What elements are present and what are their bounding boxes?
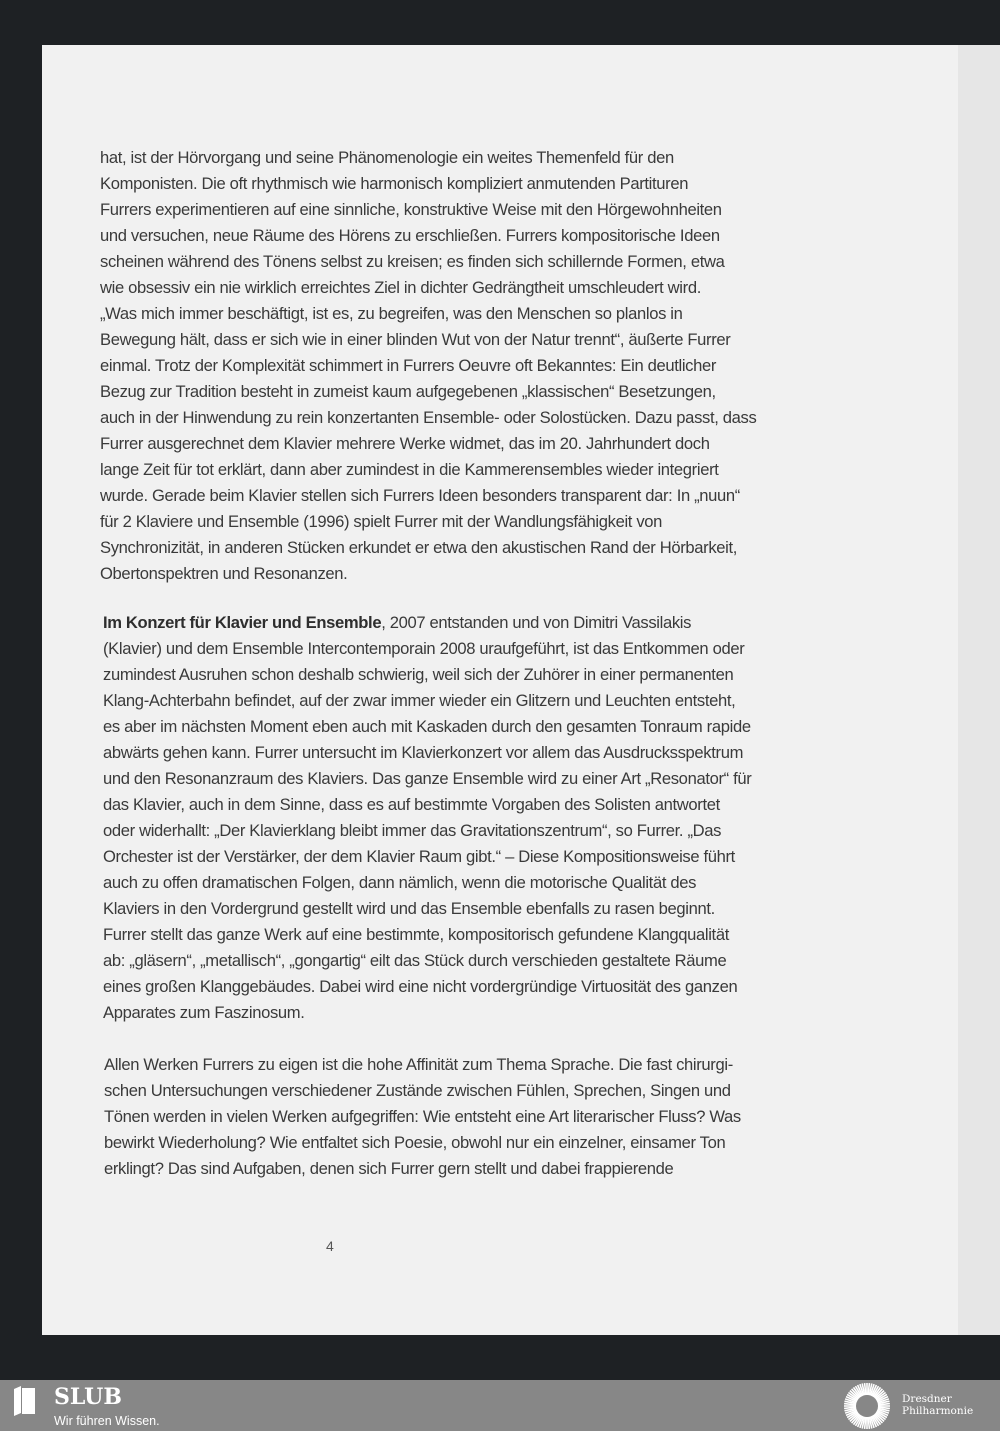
text-line: Orchester ist der Verstärker, der dem Klavier Raum gibt.“ – Diese Kompositionsweise führt [103,847,735,866]
text-line: bewirkt Wiederholung? Wie entfaltet sich Poesie, obwohl nur ein einzelner, einsamer Ton [104,1133,726,1152]
philharmonie-sunburst-icon [842,1382,892,1430]
text-line: Bezug zur Tradition besteht in zumeist kaum aufgegebenen „klassischen“ Besetzungen, [100,382,716,401]
paragraph-1 [100,145,756,587]
text-line: Obertonspektren und Resonanzen. [100,564,348,583]
text-line: Apparates zum Faszinosum. [103,1003,305,1022]
text-line: Klang-Achterbahn befindet, auf der zwar immer wieder ein Glitzern und Leuchten entsteht, [103,691,736,710]
page-number: 4 [326,1238,334,1254]
text-line: für 2 Klaviere und Ensemble (1996) spielt Furrer mit der Wandlungsfähigkeit von [100,512,663,531]
slub-book-icon [12,1386,36,1416]
text-line: wie obsessiv ein nie wirklich erreichtes Ziel in dichter Gedrängtheit umschleudert wird. [100,278,701,297]
text-line: Bewegung hält, dass er sich wie in einer blinden Wut von der Natur trennt“, äußerte Furrer [100,330,731,349]
text-line: und den Resonanzraum des Klaviers. Das ganze Ensemble wird zu einer Art „Resonator“ für [103,769,752,788]
text-line: scheinen während des Tönens selbst zu kreisen; es finden sich schillernde Formen, etwa [100,252,725,271]
text-line: einmal. Trotz der Komplexität schimmert in Furrers Oeuvre oft Bekanntes: Ein deutlicher [100,356,717,375]
text-line [103,610,751,636]
text-line: Klaviers in den Vordergrund gestellt wird und das Ensemble ebenfalls zu rasen beginnt. [103,899,715,918]
text-line: auch zu offen dramatischen Folgen, dann nämlich, wenn die motorische Qualität des [103,873,697,892]
text-line: wurde. Gerade beim Klavier stellen sich Furrers Ideen besonders transparent dar: In „nuun“ [100,486,740,505]
slub-logo-text: SLUB [54,1384,122,1410]
slub-tagline: Wir führen Wissen. [54,1414,160,1428]
text-line: ab: „gläsern“, „metallisch“, „gongartig“ eilt das Stück durch verschieden gestaltete Räume [103,951,727,970]
text-line: eines großen Klanggebäudes. Dabei wird eine nicht vordergründige Virtuosität des ganzen [103,977,738,996]
paragraph-3 [104,1052,741,1182]
text-line: Komponisten. Die oft rhythmisch wie harmonisch kompliziert anmutenden Partituren [100,174,689,193]
text-line: Allen Werken Furrers zu eigen ist die hohe Affinität zum Thema Sprache. Die fast chirurgi- [104,1055,733,1074]
text-line: auch in der Hinwendung zu rein konzertanten Ensemble- oder Solostücken. Dazu passt, dass [100,408,757,427]
text-line: erklingt? Das sind Aufgaben, denen sich Furrer gern stellt und dabei frappierende [104,1159,674,1178]
text-line: lange Zeit für tot erklärt, dann aber zumindest in die Kammerensembles wieder integriert [100,460,719,479]
text-line: abwärts gehen kann. Furrer untersucht im Klavierkonzert vor allem das Ausdrucksspektrum [103,743,744,762]
page-edge [958,45,1000,1335]
text-line: Furrer stellt das ganze Werk auf eine bestimmte, kompositorisch gefundene Klangqualität [103,925,729,944]
text-line: hat, ist der Hörvorgang und seine Phänomenologie ein weites Themenfeld für den [100,148,674,167]
text-line: Furrer ausgerechnet dem Klavier mehrere Werke widmet, das im 20. Jahrhundert doch [100,434,710,453]
philharmonie-logo-text [902,1393,973,1417]
text-line: es aber im nächsten Moment eben auch mit Kaskaden durch den gesamten Tonraum rapide [103,717,751,736]
text-line: (Klavier) und dem Ensemble Intercontemporain 2008 uraufgeführt, ist das Entkommen oder [103,639,745,658]
work-title: Im Konzert für Klavier und Ensemble [103,613,382,632]
partner-line-1: Dresdner [902,1393,952,1405]
text-line: Tönen werden in vielen Werken aufgegriffen: Wie entsteht eine Art literarischer Fluss? Was [104,1107,741,1126]
text-span: , 2007 entstanden und von Dimitri Vassilakis [381,613,692,632]
footer-bar [0,1380,1000,1431]
text-line: das Klavier, auch in dem Sinne, dass es auf bestimmte Vorgaben des Solisten antwortet [103,795,720,814]
text-line: Furrers experimentieren auf eine sinnliche, konstruktive Weise mit den Hörgewohnheiten [100,200,722,219]
text-line: „Was mich immer beschäftigt, ist es, zu begreifen, was den Menschen so planlos in [100,304,683,323]
text-line: und versuchen, neue Räume des Hörens zu erschließen. Furrers kompositorische Ideen [100,226,720,245]
text-line: Synchronizität, in anderen Stücken erkundet er etwa den akustischen Rand der Hörbarkeit, [100,538,738,557]
text-line: schen Untersuchungen verschiedener Zustände zwischen Fühlen, Sprechen, Singen und [104,1081,731,1100]
paragraph-2 [103,610,751,1026]
partner-line-2: Philharmonie [902,1405,974,1417]
text-line: oder widerhallt: „Der Klavierklang bleibt immer das Gravitationszentrum“, so Furrer. „Das [103,821,722,840]
text-line: zumindest Ausruhen schon deshalb schwierig, weil sich der Zuhörer in einer permanenten [103,665,734,684]
